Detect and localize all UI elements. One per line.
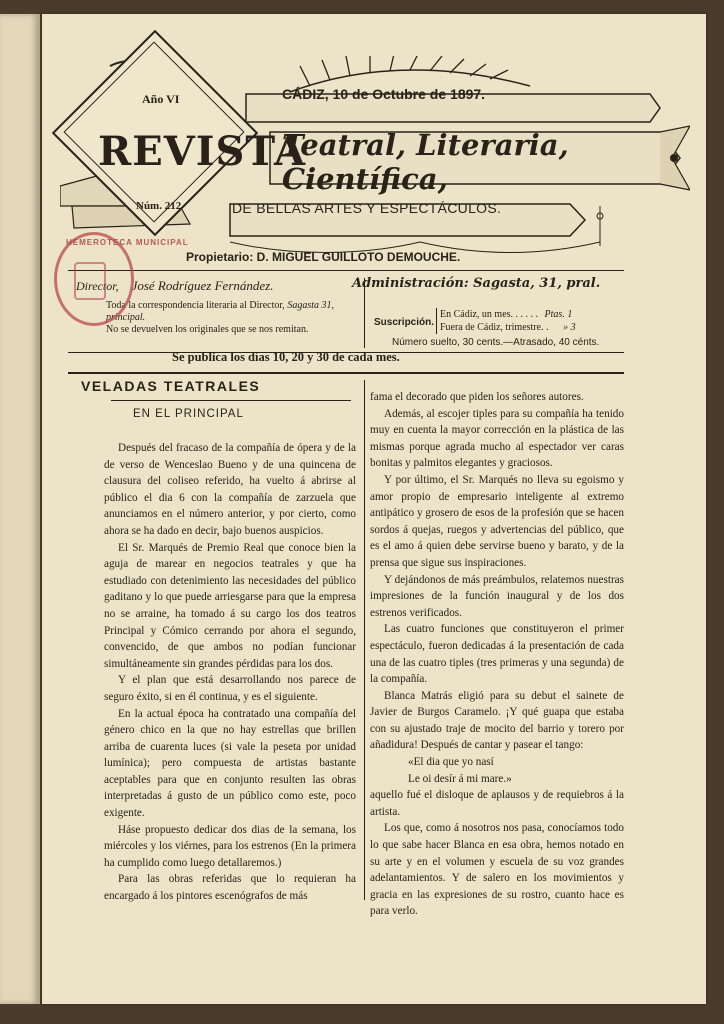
rate-local: En Cádiz, un mes. . . . . . — [440, 309, 539, 320]
correspondence-note: Toda la correspondencia literaria al Director, — [106, 300, 285, 311]
left-page-edge — [0, 14, 40, 1004]
paragraph: En la actual época ha contratado una compañía del género chico en la que no hay estrellas que brillen arriba de cuarenta luces (si vale la peseta por unidad lumínica); pero compuesta de artistas bastante aceptables para que en conjunto resulten las obras interpretadas á gusto de un público como este, poco exigente. — [104, 707, 356, 820]
director-note — [106, 300, 356, 336]
paragraph: Y el plan que está desarrollando nos parece de seguro éxito, si en él continua, y es el siguiente. — [104, 674, 356, 703]
rate-local-price: Ptas. 1 — [544, 309, 573, 320]
paragraph: Después del fracaso de la compañía de ópera y de la de verso de Wenceslao Bueno y de una quincena de clausura del coliseo referido, ha vuelto á abrirse al público el dia 6 con la compañía de zarzuela que anunciamos en el número anterior, y por cierto, como ahora se ha dado en decir, bajo buenos auspicios. — [104, 442, 356, 537]
verse-line: Le oi desír á mi mare.» — [408, 772, 512, 785]
subscription-label: Suscripción. — [374, 317, 435, 328]
verse-line: «El dia que yo nasí — [408, 756, 494, 769]
correspondence-address: Sagasta 31, principal. — [106, 300, 334, 323]
article-heading: VELADAS TEATRALES — [81, 378, 261, 394]
stamp-crest — [74, 262, 106, 300]
column-divider — [364, 380, 365, 900]
paragraph: fama el decorado que piden los señores autores. — [370, 391, 584, 403]
paragraph: Además, al escojer tiples para su compañía ha tenido muy en cuenta la mayor corrección en la plástica de las mismas porque agrada mucho al espectador ver caras bonitas y palmitos elegantes y graciosos. — [370, 407, 624, 470]
article-column-left — [104, 440, 356, 905]
paragraph: Háse propuesto dedicar dos dias de la semana, los miércoles y los viérnes, para los estrenos (En la primera ha cumplido como luego detallaremos.) — [104, 823, 356, 869]
masthead-subtitle: Teatral, Literaria, Científica, — [282, 128, 569, 196]
issue-number: Núm. 212 — [136, 200, 182, 212]
paragraph: Y dejándonos de más preámbulos, relatemos nuestras impresiones de la función inaugural y de los dos estrenos verificados. — [370, 573, 624, 619]
rate-outside: Fuera de Cádiz, trimestre. . — [440, 322, 549, 333]
issue-date: CÁDIZ, 10 de Octubre de 1897. — [282, 86, 486, 102]
paragraph: Blanca Matrás eligió para su debut el sainete de Javier de Burgos Caramelo. ¡Y qué guapa que estaba con su ajustado traje de mocito del barrio y torero por añadidura! Después de cantar y pasear el tango: — [370, 689, 624, 752]
originals-note: No se devuelven los originales que se nos remitan. — [106, 324, 309, 335]
stamp-text: HEMEROTECA MUNICIPAL — [66, 238, 189, 247]
article-subheading: EN EL PRINCIPAL — [133, 408, 244, 420]
subscription-rates — [436, 308, 576, 334]
masthead-title: REVISTA — [98, 128, 306, 175]
director-label: Director, — [76, 279, 119, 293]
rate-outside-price: » 3 — [563, 322, 576, 333]
year-label: Año VI — [142, 92, 180, 106]
publication-schedule: Se publica los días 10, 20 y 30 de cada mes. — [172, 350, 400, 364]
director-name: José Rodríguez Fernández. — [131, 278, 274, 293]
paragraph: Para las obras referidas que lo requieran ha encargado á los pintores escenógrafos de más — [104, 873, 356, 903]
proprietor-line: Propietario: D. MIGUEL GUILLOTO DEMOUCHE. — [186, 250, 461, 264]
article-column-right — [370, 389, 624, 920]
header-rule-top — [68, 270, 624, 271]
masthead-bellas-artes: DE BELLAS ARTES Y ESPECTÁCULOS. — [232, 200, 502, 216]
paragraph: Las cuatro funciones que constituyeron el primer espectáculo, fueron dedicadas á la presentación de cada una de las cuatro tiples (tres primeras y una segunda) de la compañía. — [370, 623, 624, 686]
single-issue-price: Número suelto, 30 cents.—Atrasado, 40 cénts. — [392, 337, 600, 348]
paragraph: aquello fué el disloque de aplausos y de requiebros á la artista. — [370, 789, 624, 818]
header-rule-bottom — [68, 372, 624, 374]
paragraph: El Sr. Marqués de Premio Real que conoce bien la aguja de marear en negocios teatrales y que ha estudiado con detenimiento las necesidades del público gaditano y lo que puede arriesgarse para que la empresa no se arraine, ha tomado á su cargo los dos teatros Principal y Cómico cerrando por ahora el segundo, convencido, de que ambos no podían funcionar simultáneamente sin grandes pérdidas para los dos. — [104, 541, 356, 670]
paragraph: Los que, como á nosotros nos pasa, conocíamos todo lo que sabe hacer Blanca en esa obra, hemos notado en su arte y en el volumen y escuela de su voz grandes adelantamientos. Y de salero en los movimientos y gracia en las expresiones de su rostro, cuanto hace es para verlo. — [370, 822, 624, 918]
administration-line: Administración: Sagasta, 31, pral. — [352, 276, 601, 291]
paragraph: Y por último, el Sr. Marqués no lleva su egoismo y amor propio de empresario inteligente al extremo antipático y grosero de esos de la profesión que se hacen sordos á quejas, ruegos y advertencias del público, que es el amo á quien debe servirse bueno y barato, y de la prensa que sigue sus inspiraciones. — [370, 473, 624, 569]
heading-rule — [111, 400, 351, 401]
